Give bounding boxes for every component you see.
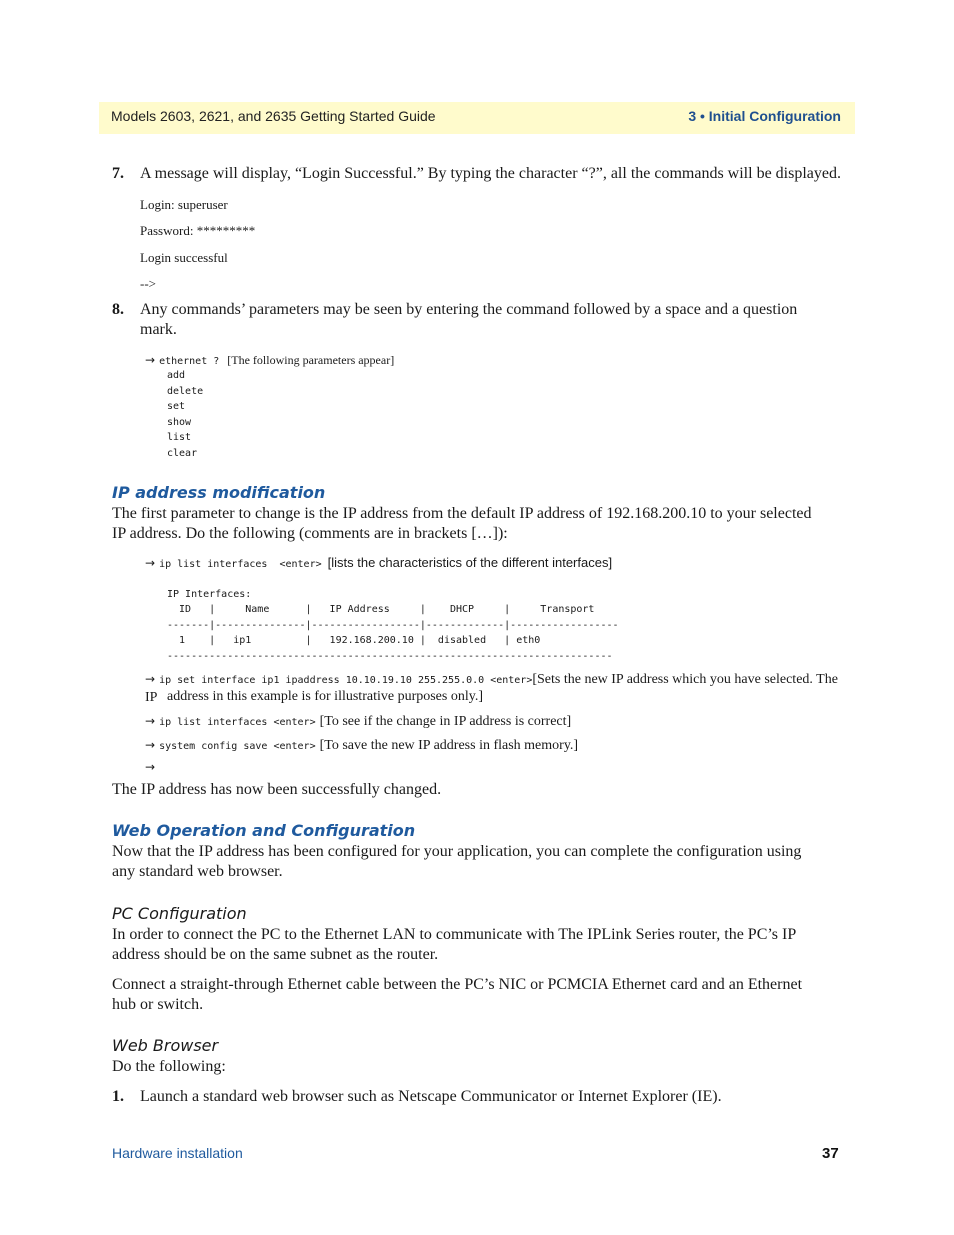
cmd-ip-set-comment-line2: address in this example is for illustrative purposes only.]: [167, 689, 483, 704]
browser-intro: Do the following:: [112, 1058, 226, 1075]
ip-table-header: ID | Name | IP Address | DHCP | Transport: [167, 604, 595, 615]
header-title: Models 2603, 2621, and 2635 Getting Started Guide: [111, 108, 436, 124]
cmd-ip-list: ip list interfaces <enter>: [159, 559, 322, 570]
web-section-heading: Web Operation and Configuration: [112, 821, 416, 840]
param-show: show: [167, 417, 192, 428]
step-7-text: A message will display, “Login Successful.” By typing the character “?”, all the commands will be displayed.: [140, 165, 841, 182]
web-para-line1: Now that the IP address has been configured for your application, you can complete the configuration using: [112, 843, 802, 860]
cmd-ip-verify-line: [145, 712, 571, 730]
ip-table-separator: -------|---------------|------------------|-------------|------------------: [167, 620, 619, 631]
step-8-number: 8.: [112, 301, 124, 318]
cmd-ip-set: ip set interface ip1 ipaddress 10.10.19.10 255.255.0.0 <enter>: [159, 675, 533, 686]
prompt-line: -->: [140, 276, 156, 291]
cmd-ip-set-comment-line1: [Sets the new IP address which you have selected. The IP: [145, 672, 838, 705]
ip-table-row: 1 | ip1 | 192.168.200.10 | disabled | eth0: [167, 635, 541, 646]
arrow-icon: →: [145, 760, 156, 774]
ethernet-command: ethernet ?: [159, 356, 220, 367]
pc-para2-line2: hub or switch.: [112, 996, 204, 1013]
ip-table-title: IP Interfaces:: [167, 589, 252, 600]
pc-config-heading: PC Configuration: [112, 904, 247, 923]
cmd-ip-verify-comment: [To see if the change in IP address is correct]: [319, 714, 572, 729]
password-line: Password: *********: [140, 223, 256, 238]
page-header: [99, 102, 855, 134]
login-line: Login: superuser: [140, 197, 228, 212]
ip-section-heading: IP address modification: [112, 483, 326, 502]
cmd-ip-list-comment: [lists the characteristics of the different interfaces]: [327, 555, 613, 570]
header-chapter: 3 • Initial Configuration: [688, 108, 841, 124]
step-8-text-line2: mark.: [140, 321, 177, 338]
pc-para2-line1: Connect a straight-through Ethernet cable between the PC’s NIC or PCMCIA Ethernet card and an Ethernet: [112, 976, 803, 993]
arrow-icon: →: [145, 714, 156, 728]
arrow-icon: →: [145, 672, 156, 686]
cmd-save-comment: [To save the new IP address in flash memory.]: [319, 738, 579, 753]
cmd-save: system config save <enter>: [159, 741, 316, 752]
param-list: list: [167, 432, 192, 443]
arrow-icon: →: [145, 556, 156, 570]
cmd-ip-verify: ip list interfaces <enter>: [159, 717, 316, 728]
cmd-save-line: [145, 736, 578, 754]
arrow-icon: →: [145, 738, 156, 752]
ip-para-line1: The first parameter to change is the IP address from the default IP address of 192.168.200.10 to your selected: [112, 505, 812, 522]
ethernet-command-line: [145, 351, 394, 369]
ip-table-footer: --------------------------------------------------------------------------: [167, 651, 613, 662]
footer-section: Hardware installation: [112, 1145, 243, 1161]
browser-step-1-number: 1.: [112, 1088, 124, 1105]
cmd-ip-list-line: [145, 554, 612, 572]
web-browser-heading: Web Browser: [112, 1036, 219, 1055]
pc-para1-line1: In order to connect the PC to the Ethernet LAN to communicate with The IPLink Series router, the PC’s IP: [112, 926, 797, 943]
pc-para1-line2: address should be on the same subnet as the router.: [112, 946, 439, 963]
login-success-line: Login successful: [140, 250, 228, 265]
step-8-text-line1: Any commands’ parameters may be seen by entering the command followed by a space and a question: [140, 301, 798, 318]
param-set: set: [167, 401, 186, 412]
param-delete: delete: [167, 386, 204, 397]
step-7-number: 7.: [112, 165, 124, 182]
ethernet-command-comment: [The following parameters appear]: [227, 353, 395, 367]
ip-para-line2: IP address. Do the following (comments are in brackets […]):: [112, 525, 508, 542]
param-clear: clear: [167, 448, 198, 459]
ip-changed-text: The IP address has now been successfully changed.: [112, 781, 442, 798]
param-add: add: [167, 370, 186, 381]
arrow-icon: →: [145, 353, 156, 367]
web-para-line2: any standard web browser.: [112, 863, 283, 880]
page-number: 37: [822, 1145, 839, 1162]
browser-step-1-text: Launch a standard web browser such as Netscape Communicator or Internet Explorer (IE).: [140, 1088, 722, 1105]
